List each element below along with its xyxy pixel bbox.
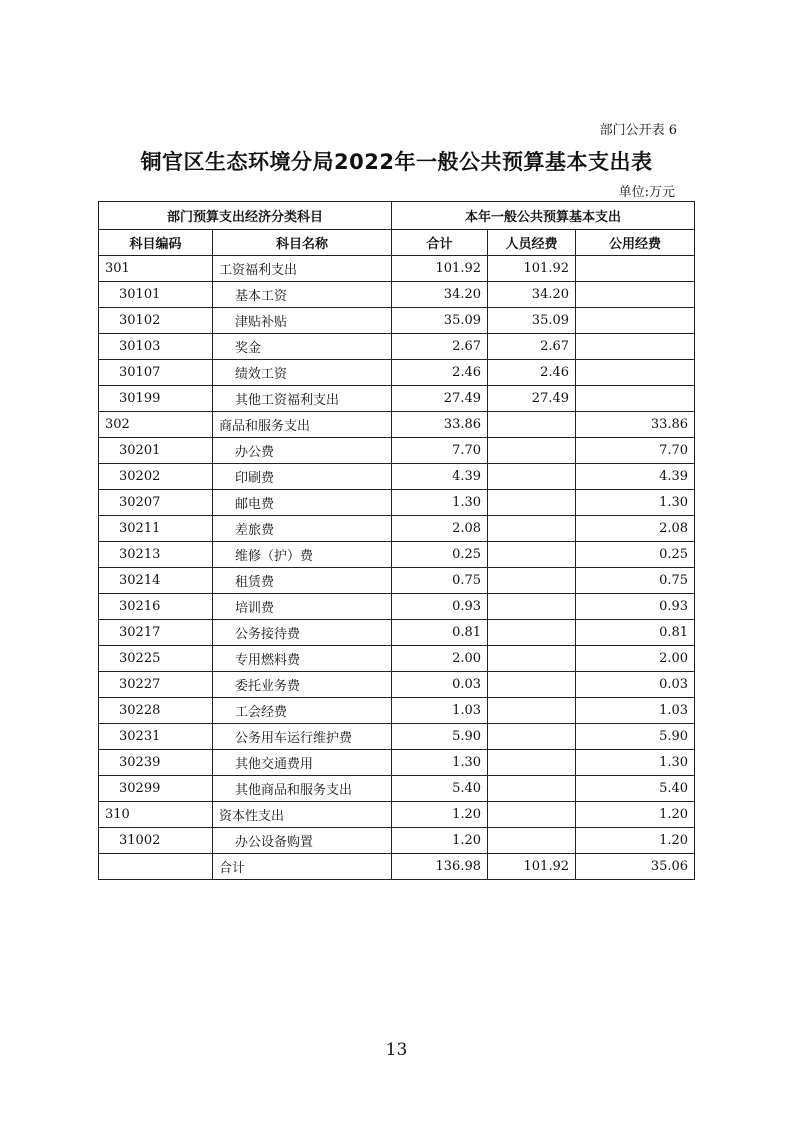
total-code-cell [99, 854, 213, 880]
public-cell: 2.08 [576, 516, 695, 542]
public-cell: 2.00 [576, 646, 695, 672]
name-cell: 奖金 [213, 334, 392, 360]
group-header-classification: 部门预算支出经济分类科目 [99, 202, 392, 230]
table-footer [99, 854, 695, 880]
total-amount-cell: 136.98 [392, 854, 488, 880]
public-cell: 4.39 [576, 464, 695, 490]
total-cell: 5.40 [392, 776, 488, 802]
total-cell: 27.49 [392, 386, 488, 412]
code-cell: 30103 [99, 334, 213, 360]
name-cell: 邮电费 [213, 490, 392, 516]
total-cell: 0.03 [392, 672, 488, 698]
total-cell: 33.86 [392, 412, 488, 438]
total-cell: 0.25 [392, 542, 488, 568]
public-cell [576, 386, 695, 412]
code-cell: 30217 [99, 620, 213, 646]
table-row [99, 490, 695, 516]
code-cell: 30207 [99, 490, 213, 516]
table-row [99, 776, 695, 802]
table-row [99, 516, 695, 542]
personnel-cell [488, 464, 576, 490]
code-cell: 30211 [99, 516, 213, 542]
public-cell: 0.81 [576, 620, 695, 646]
public-cell: 0.75 [576, 568, 695, 594]
name-cell: 其他交通费用 [213, 750, 392, 776]
table-row [99, 672, 695, 698]
personnel-cell [488, 698, 576, 724]
name-cell: 差旅费 [213, 516, 392, 542]
name-cell: 租赁费 [213, 568, 392, 594]
personnel-cell: 101.92 [488, 256, 576, 282]
column-header-public: 公用经费 [576, 230, 695, 256]
code-cell: 310 [99, 802, 213, 828]
total-cell: 0.93 [392, 594, 488, 620]
personnel-cell [488, 516, 576, 542]
name-cell: 公务用车运行维护费 [213, 724, 392, 750]
group-header-expenditure: 本年一般公共预算基本支出 [392, 202, 695, 230]
name-cell: 专用燃料费 [213, 646, 392, 672]
total-cell: 2.00 [392, 646, 488, 672]
public-cell: 1.30 [576, 750, 695, 776]
name-cell: 维修（护）费 [213, 542, 392, 568]
name-cell: 工资福利支出 [213, 256, 392, 282]
name-cell: 基本工资 [213, 282, 392, 308]
code-cell: 302 [99, 412, 213, 438]
public-cell: 0.03 [576, 672, 695, 698]
personnel-cell [488, 802, 576, 828]
code-cell: 30214 [99, 568, 213, 594]
code-cell: 30202 [99, 464, 213, 490]
table-row [99, 620, 695, 646]
personnel-cell [488, 750, 576, 776]
personnel-cell [488, 724, 576, 750]
table-row [99, 724, 695, 750]
public-cell: 1.20 [576, 802, 695, 828]
code-cell: 31002 [99, 828, 213, 854]
total-public-cell: 35.06 [576, 854, 695, 880]
total-personnel-cell: 101.92 [488, 854, 576, 880]
personnel-cell [488, 672, 576, 698]
form-number: 部门公开表 6 [599, 123, 677, 138]
total-cell: 101.92 [392, 256, 488, 282]
name-cell: 培训费 [213, 594, 392, 620]
table-row [99, 568, 695, 594]
code-cell: 30216 [99, 594, 213, 620]
total-cell: 4.39 [392, 464, 488, 490]
table-row [99, 412, 695, 438]
personnel-cell: 35.09 [488, 308, 576, 334]
personnel-cell: 2.46 [488, 360, 576, 386]
name-cell: 办公设备购置 [213, 828, 392, 854]
total-cell: 7.70 [392, 438, 488, 464]
name-cell: 津贴补贴 [213, 308, 392, 334]
table-row [99, 256, 695, 282]
table-row [99, 386, 695, 412]
page-title: 铜官区生态环境分局2022年一般公共预算基本支出表 [140, 150, 653, 174]
budget-table [98, 201, 695, 880]
personnel-cell [488, 594, 576, 620]
column-header-code: 科目编码 [99, 230, 213, 256]
group-header-row [99, 202, 695, 230]
total-cell: 1.20 [392, 828, 488, 854]
name-cell: 商品和服务支出 [213, 412, 392, 438]
public-cell: 5.40 [576, 776, 695, 802]
code-cell: 30228 [99, 698, 213, 724]
total-cell: 35.09 [392, 308, 488, 334]
public-cell: 5.90 [576, 724, 695, 750]
table-row [99, 464, 695, 490]
code-cell: 30231 [99, 724, 213, 750]
total-cell: 34.20 [392, 282, 488, 308]
table-row [99, 698, 695, 724]
total-cell: 1.30 [392, 490, 488, 516]
column-header-name: 科目名称 [213, 230, 392, 256]
total-cell: 2.08 [392, 516, 488, 542]
public-cell: 1.30 [576, 490, 695, 516]
name-cell: 办公费 [213, 438, 392, 464]
personnel-cell [488, 828, 576, 854]
name-cell: 公务接待费 [213, 620, 392, 646]
public-cell [576, 256, 695, 282]
name-cell: 委托业务费 [213, 672, 392, 698]
public-cell [576, 334, 695, 360]
table-row [99, 750, 695, 776]
table-header [99, 202, 695, 256]
total-cell: 1.30 [392, 750, 488, 776]
public-cell [576, 360, 695, 386]
personnel-cell: 2.67 [488, 334, 576, 360]
code-cell: 30199 [99, 386, 213, 412]
total-cell: 0.81 [392, 620, 488, 646]
table-row [99, 282, 695, 308]
name-cell: 绩效工资 [213, 360, 392, 386]
unit-label: 单位:万元 [618, 185, 675, 200]
column-header-total: 合计 [392, 230, 488, 256]
personnel-cell [488, 412, 576, 438]
code-cell: 30102 [99, 308, 213, 334]
name-cell: 工会经费 [213, 698, 392, 724]
personnel-cell [488, 438, 576, 464]
personnel-cell [488, 776, 576, 802]
public-cell: 1.20 [576, 828, 695, 854]
total-cell: 1.03 [392, 698, 488, 724]
personnel-cell [488, 646, 576, 672]
public-cell [576, 282, 695, 308]
name-cell: 资本性支出 [213, 802, 392, 828]
total-cell: 2.67 [392, 334, 488, 360]
column-header-row [99, 230, 695, 256]
table-row [99, 360, 695, 386]
code-cell: 30227 [99, 672, 213, 698]
personnel-cell [488, 542, 576, 568]
code-cell: 30101 [99, 282, 213, 308]
table-row [99, 828, 695, 854]
table-row [99, 438, 695, 464]
personnel-cell: 27.49 [488, 386, 576, 412]
table-row [99, 542, 695, 568]
total-cell: 5.90 [392, 724, 488, 750]
total-label-cell: 合计 [213, 854, 392, 880]
code-cell: 30299 [99, 776, 213, 802]
table-row [99, 802, 695, 828]
public-cell: 1.03 [576, 698, 695, 724]
public-cell: 7.70 [576, 438, 695, 464]
public-cell: 0.25 [576, 542, 695, 568]
code-cell: 30239 [99, 750, 213, 776]
code-cell: 30225 [99, 646, 213, 672]
total-cell: 2.46 [392, 360, 488, 386]
table-row [99, 646, 695, 672]
code-cell: 30107 [99, 360, 213, 386]
public-cell [576, 308, 695, 334]
personnel-cell: 34.20 [488, 282, 576, 308]
personnel-cell [488, 568, 576, 594]
personnel-cell [488, 620, 576, 646]
code-cell: 30201 [99, 438, 213, 464]
name-cell: 其他工资福利支出 [213, 386, 392, 412]
table-row [99, 594, 695, 620]
total-cell: 1.20 [392, 802, 488, 828]
name-cell: 其他商品和服务支出 [213, 776, 392, 802]
page-number: 13 [385, 1040, 408, 1060]
total-row [99, 854, 695, 880]
public-cell: 33.86 [576, 412, 695, 438]
code-cell: 30213 [99, 542, 213, 568]
name-cell: 印刷费 [213, 464, 392, 490]
code-cell: 301 [99, 256, 213, 282]
personnel-cell [488, 490, 576, 516]
public-cell: 0.93 [576, 594, 695, 620]
total-cell: 0.75 [392, 568, 488, 594]
table-body [99, 256, 695, 854]
column-header-personnel: 人员经费 [488, 230, 576, 256]
table-row [99, 334, 695, 360]
table-row [99, 308, 695, 334]
